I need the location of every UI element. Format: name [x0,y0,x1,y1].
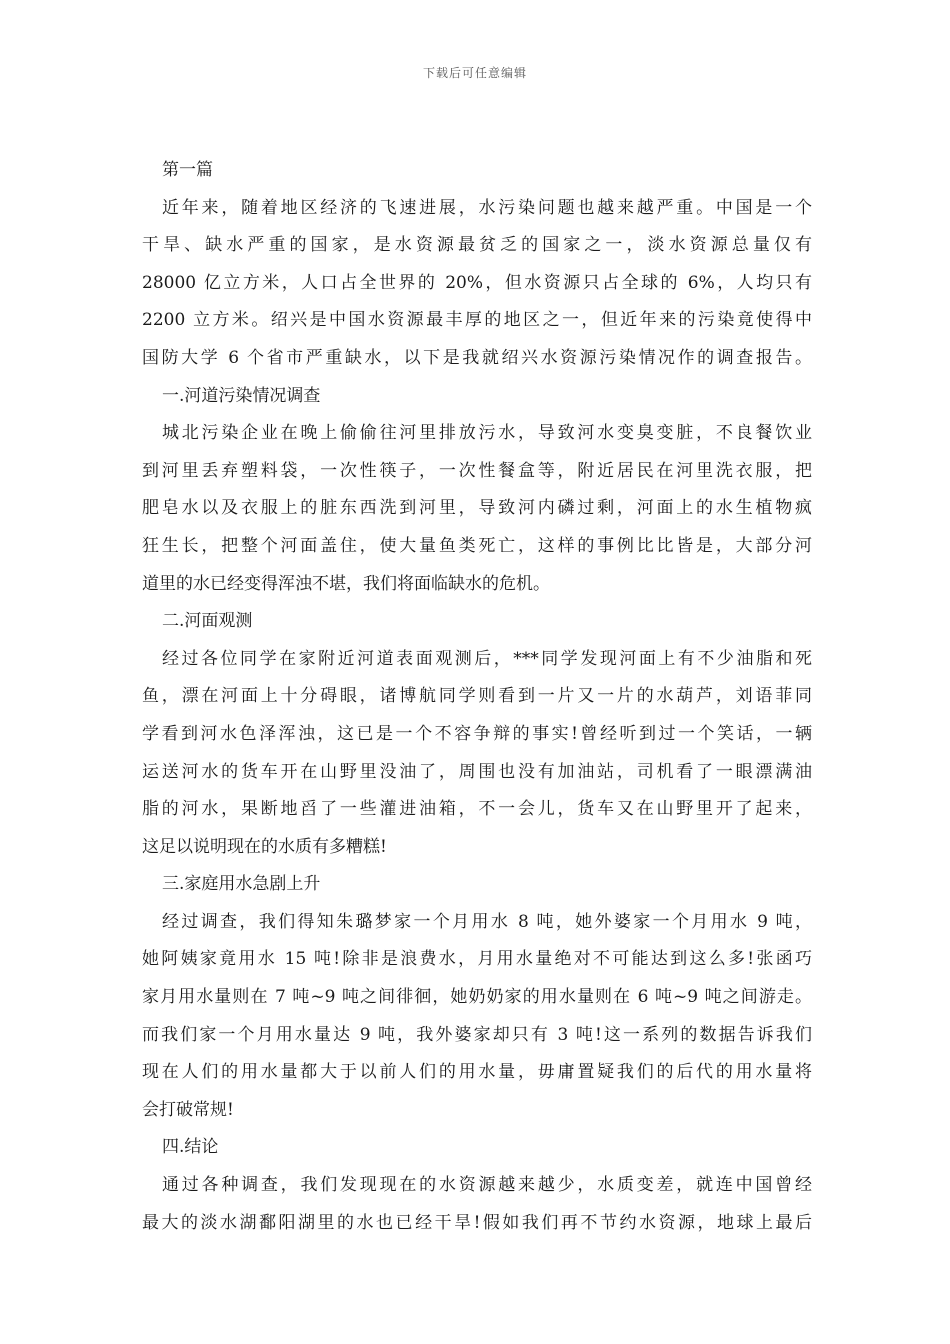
text-line: 鱼，漂在河面上十分碍眼，诸博航同学则看到一片又一片的水葫芦，刘语菲同 [142,686,812,707]
text-line: 会打破常规! [142,1099,234,1120]
text-line: 近年来，随着地区经济的飞速进展，水污染问题也越来越严重。中国是一个 [162,197,812,218]
text-line: 二.河面观测 [162,611,253,632]
text-line: 四.结论 [162,1137,219,1158]
text-line: 脂的河水，果断地舀了一些灌进油箱，不一会儿，货车又在山野里开了起来， [142,799,812,820]
text-line: 道里的水已经变得浑浊不堪，我们将面临缺水的危机。 [142,573,550,594]
text-line: 肥皂水以及衣服上的脏东西洗到河里，导致河内磷过剩，河面上的水生植物疯 [142,498,812,519]
text-line: 国防大学 6 个省市严重缺水，以下是我就绍兴水资源污染情况作的调查报告。 [142,347,812,368]
text-line: 而我们家一个月用水量达 9 吨，我外婆家却只有 3 吨!这一系列的数据告诉我们 [142,1024,812,1045]
text-line: 经过各位同学在家附近河道表面观测后，***同学发现河面上有不少油脂和死 [162,648,812,669]
text-line: 干旱、缺水严重的国家，是水资源最贫乏的国家之一，淡水资源总量仅有 [142,235,812,256]
document-body [142,152,812,1242]
text-line: 这足以说明现在的水质有多糟糕! [142,836,387,857]
text-line: 她阿姨家竟用水 15 吨!除非是浪费水，月用水量绝对不可能达到这么多!张函巧 [142,949,812,970]
text-line: 28000 亿立方米，人口占全世界的 20%，但水资源只占全球的 6%，人均只有 [142,272,812,293]
text-line: 一.河道污染情况调查 [162,385,321,406]
text-line: 三.家庭用水急剧上升 [162,874,321,895]
text-line: 学看到河水色泽浑浊，这已是一个不容争辩的事实!曾经听到过一个笑话，一辆 [142,723,812,744]
text-line: 家月用水量则在 7 吨~9 吨之间徘徊，她奶奶家的用水量则在 6 吨~9 吨之间游走。 [142,987,812,1008]
text-line: 通过各种调查，我们发现现在的水资源越来越少，水质变差，就连中国曾经 [162,1175,812,1196]
text-line: 现在人们的用水量都大于以前人们的用水量，毋庸置疑我们的后代的用水量将 [142,1062,812,1083]
text-line: 城北污染企业在晚上偷偷往河里排放污水，导致河水变臭变脏，不良餐饮业 [162,423,812,444]
text-line: 最大的淡水湖鄱阳湖里的水也已经干旱!假如我们再不节约水资源，地球上最后 [142,1212,812,1233]
page-header: 下载后可任意编辑 [422,66,527,80]
text-line: 第一篇 [162,160,213,180]
text-line: 经过调查，我们得知朱璐梦家一个月用水 8 吨，她外婆家一个月用水 9 吨， [162,911,812,932]
text-line: 2200 立方米。绍兴是中国水资源最丰厚的地区之一，但近年来的污染竟使得中 [142,310,812,331]
text-line: 狂生长，把整个河面盖住，使大量鱼类死亡，这样的事例比比皆是，大部分河 [142,535,812,556]
text-line: 到河里丢弃塑料袋，一次性筷子，一次性餐盒等，附近居民在河里洗衣服，把 [142,460,812,481]
text-line: 运送河水的货车开在山野里没油了，周围也没有加油站，司机看了一眼漂满油 [142,761,812,782]
